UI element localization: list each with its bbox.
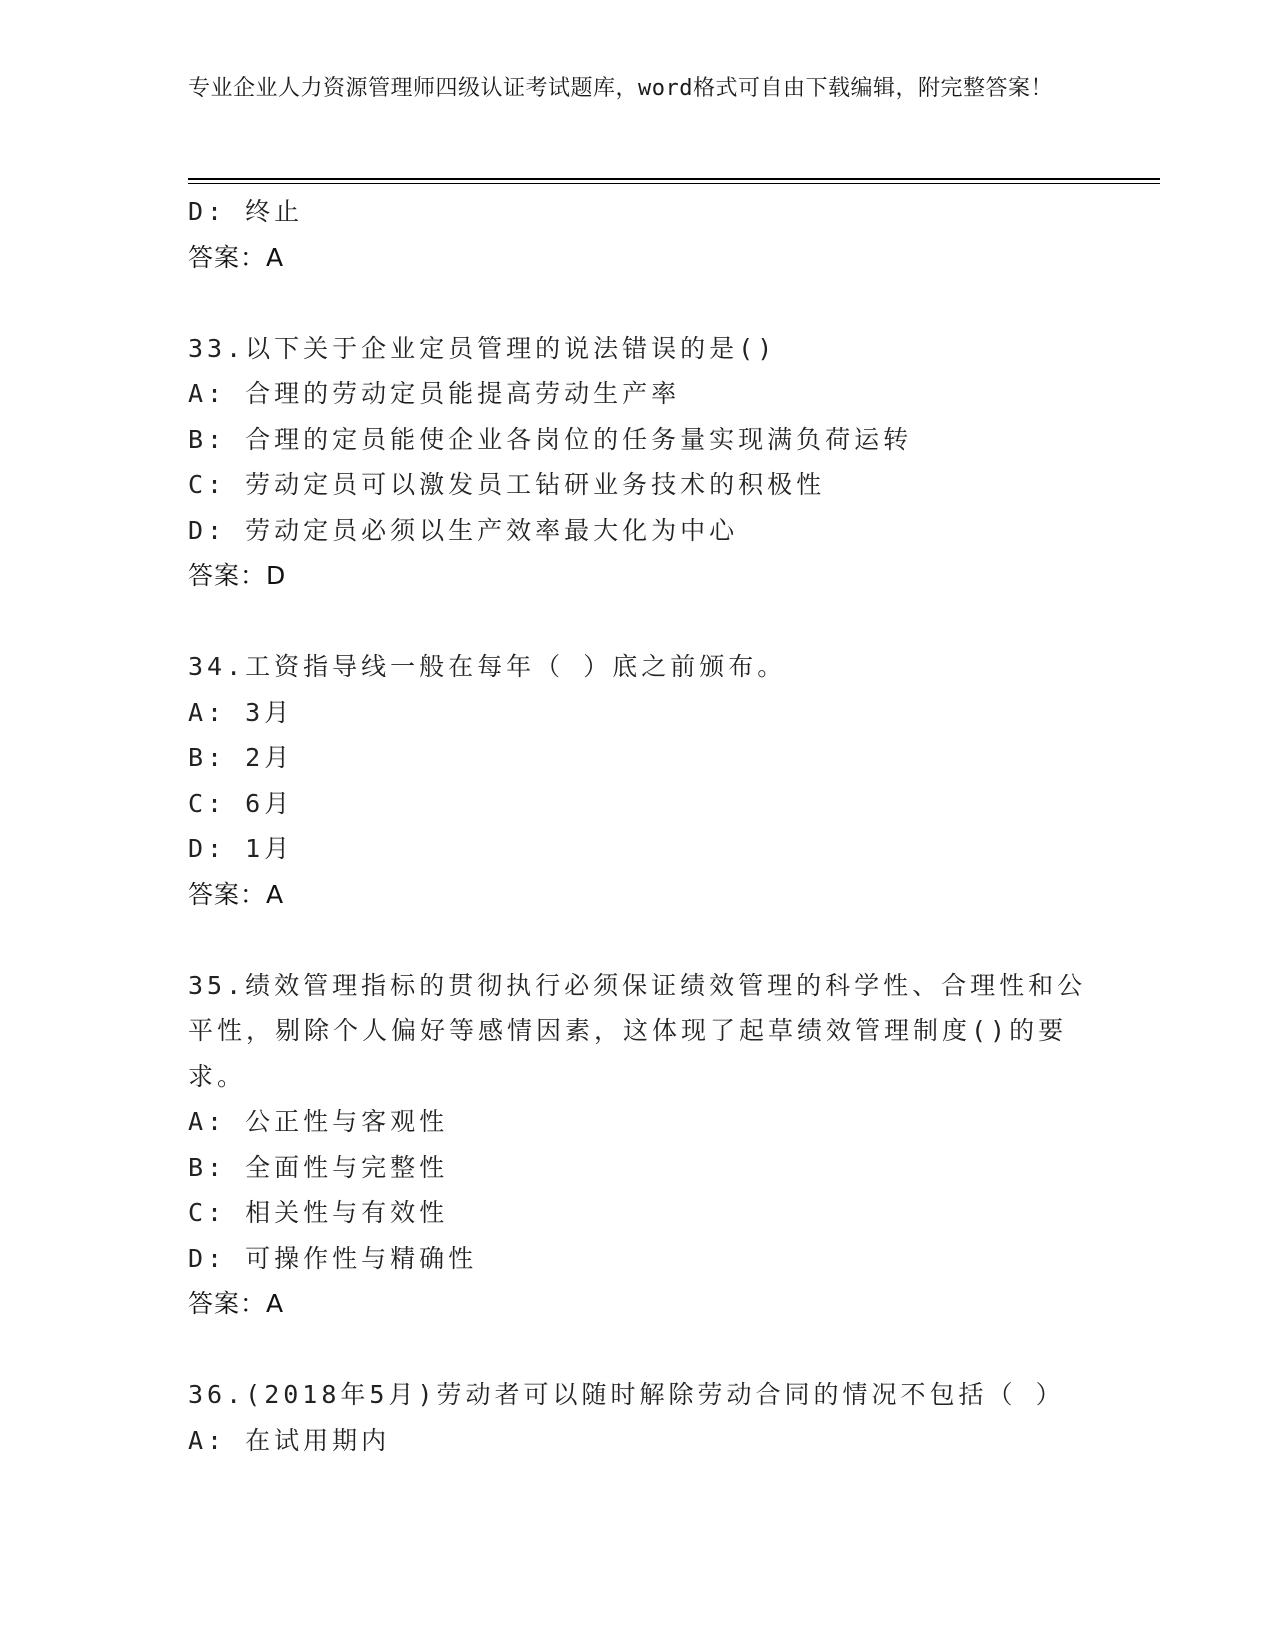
option-d: D: 终止 [188,197,304,226]
answer: 答案：A [188,1289,285,1318]
option-c: C: 劳动定员可以激发员工钻研业务技术的积极性 [188,470,826,499]
question-35 [188,963,1088,1327]
question-stem: 33.以下关于企业定员管理的说法错误的是() [188,333,777,363]
option-a: A: 公正性与客观性 [188,1107,449,1136]
header-rule [188,178,1160,180]
option-c: C: 6月 [188,788,294,818]
answer: 答案：D [188,561,287,590]
option-d: D: 可操作性与精确性 [188,1243,478,1273]
answer: 答案：A [188,879,285,909]
question-34 [188,644,1088,917]
question-list [188,189,1088,1463]
question-stem: 34.工资指导线一般在每年（ ）底之前颁布。 [188,652,787,681]
option-a: A: 在试用期内 [188,1425,391,1455]
question-36 [188,1372,1088,1463]
page-header: 专业企业人力资源管理师四级认证考试题库，word格式可自由下载编辑，附完整答案！ [188,76,1053,101]
question-33 [188,326,1088,599]
option-b: B: 合理的定员能使企业各岗位的任务量实现满负荷运转 [188,424,913,454]
option-d: D: 劳动定员必须以生产效率最大化为中心 [188,515,739,545]
option-d: D: 1月 [188,834,294,863]
question-stem: 36.(2018年5月)劳动者可以随时解除劳动合同的情况不包括（ ） [188,1380,1065,1409]
answer: 答案：A [188,242,285,272]
option-a: A: 合理的劳动定员能提高劳动生产率 [188,379,681,408]
option-c: C: 相关性与有效性 [188,1198,449,1227]
question-stem: 35.绩效管理指标的贯彻执行必须保证绩效管理的科学性、合理性和公平性，剔除个人偏好等感情因素，这体现了起草绩效管理制度()的要求。 [188,970,1087,1091]
header-rule-thin [188,183,1160,184]
option-b: B: 全面性与完整性 [188,1152,449,1182]
option-a: A: 3月 [188,697,294,727]
option-b: B: 2月 [188,743,294,772]
